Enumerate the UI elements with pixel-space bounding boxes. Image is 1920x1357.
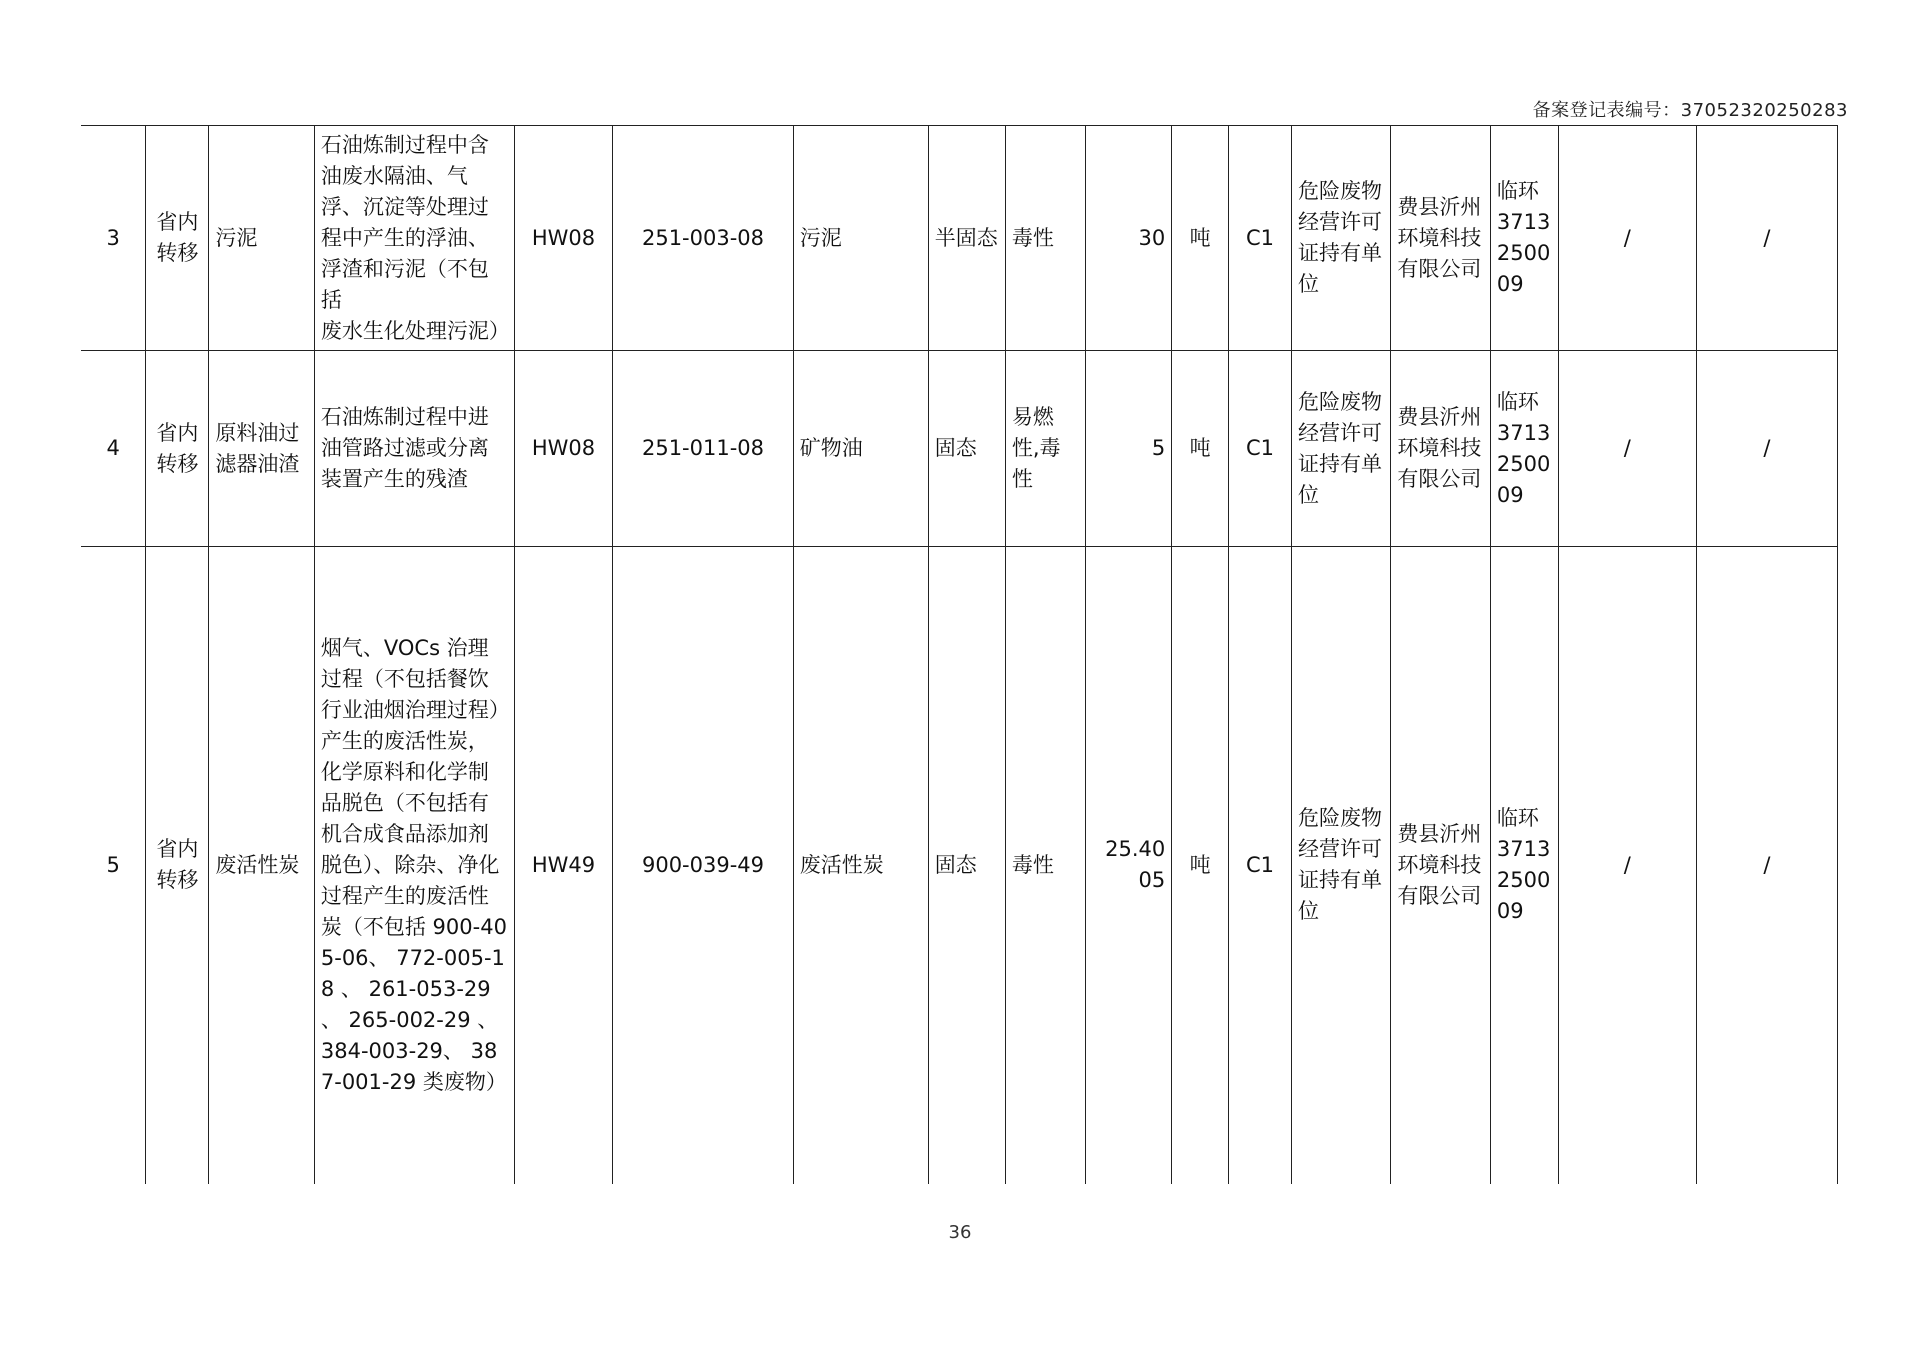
receiver-unit: 费县沂州环境科技有限公司 xyxy=(1391,351,1490,547)
waste-code: 251-011-08 xyxy=(613,351,794,547)
license-number: 临环3713250009 xyxy=(1490,126,1558,351)
hazard-property: 易燃性,毒性 xyxy=(1005,351,1085,547)
hazardous-component: 废活性炭 xyxy=(793,547,928,1184)
physical-form: 半固态 xyxy=(928,126,1005,351)
table-row xyxy=(81,351,1838,547)
receiver-type: 危险废物经营许可证持有单位 xyxy=(1291,126,1390,351)
transfer-type: 省内转移 xyxy=(146,547,209,1184)
license-number: 临环3713250009 xyxy=(1490,351,1558,547)
column-b: / xyxy=(1696,126,1837,351)
waste-category: HW08 xyxy=(514,351,612,547)
waste-name: 原料油过滤器油渣 xyxy=(209,351,315,547)
table-row xyxy=(81,126,1838,351)
unit: 吨 xyxy=(1172,351,1229,547)
waste-code: 251-003-08 xyxy=(613,126,794,351)
waste-source: 石油炼制过程中进油管路过滤或分离装置产生的残渣 xyxy=(314,351,514,547)
receiver-unit: 费县沂州环境科技有限公司 xyxy=(1391,126,1490,351)
page-number: 36 xyxy=(948,1222,972,1243)
disposal-method: C1 xyxy=(1229,351,1292,547)
row-number: 3 xyxy=(81,126,146,351)
hazardous-waste-table xyxy=(81,125,1838,1184)
row-number: 5 xyxy=(81,547,146,1184)
amount: 5 xyxy=(1086,351,1172,547)
transfer-type: 省内转移 xyxy=(146,126,209,351)
receiver-unit: 费县沂州环境科技有限公司 xyxy=(1391,547,1490,1184)
column-b: / xyxy=(1696,547,1837,1184)
waste-category: HW49 xyxy=(514,547,612,1184)
waste-code: 900-039-49 xyxy=(613,547,794,1184)
transfer-type: 省内转移 xyxy=(146,351,209,547)
disposal-method: C1 xyxy=(1229,126,1292,351)
amount: 25.4005 xyxy=(1086,547,1172,1184)
column-a: / xyxy=(1558,126,1696,351)
hazard-property: 毒性 xyxy=(1005,126,1085,351)
license-number: 临环3713250009 xyxy=(1490,547,1558,1184)
receiver-type: 危险废物经营许可证持有单位 xyxy=(1291,547,1390,1184)
column-a: / xyxy=(1558,351,1696,547)
registration-number: 备案登记表编号：37052320250283 xyxy=(1532,100,1848,121)
column-a: / xyxy=(1558,547,1696,1184)
hazardous-component: 矿物油 xyxy=(793,351,928,547)
unit: 吨 xyxy=(1172,547,1229,1184)
row-number: 4 xyxy=(81,351,146,547)
waste-name: 污泥 xyxy=(209,126,315,351)
waste-source: 石油炼制过程中含油废水隔油、气浮、沉淀等处理过程中产生的浮油、浮渣和污泥（不包括 废水生化处理污泥） xyxy=(314,126,514,351)
waste-name: 废活性炭 xyxy=(209,547,315,1184)
waste-category: HW08 xyxy=(514,126,612,351)
unit: 吨 xyxy=(1172,126,1229,351)
hazard-property: 毒性 xyxy=(1005,547,1085,1184)
hazardous-component: 污泥 xyxy=(793,126,928,351)
amount: 30 xyxy=(1086,126,1172,351)
waste-source: 烟气、VOCs 治理过程（不包括餐饮行业油烟治理过程）产生的废活性炭，化学原料和化学制品脱色（不包括有机合成食品添加剂脱色）、除杂、净化过程产生的废活性炭（不包括 900-405-06、 772-005-18 、 261-053-29 、 265-002-29 、 384-003-29、 387-001-29 类废物） xyxy=(314,547,514,1184)
receiver-type: 危险废物经营许可证持有单位 xyxy=(1291,351,1390,547)
disposal-method: C1 xyxy=(1229,547,1292,1184)
table-row xyxy=(81,547,1838,1184)
physical-form: 固态 xyxy=(928,351,1005,547)
physical-form: 固态 xyxy=(928,547,1005,1184)
column-b: / xyxy=(1696,351,1837,547)
